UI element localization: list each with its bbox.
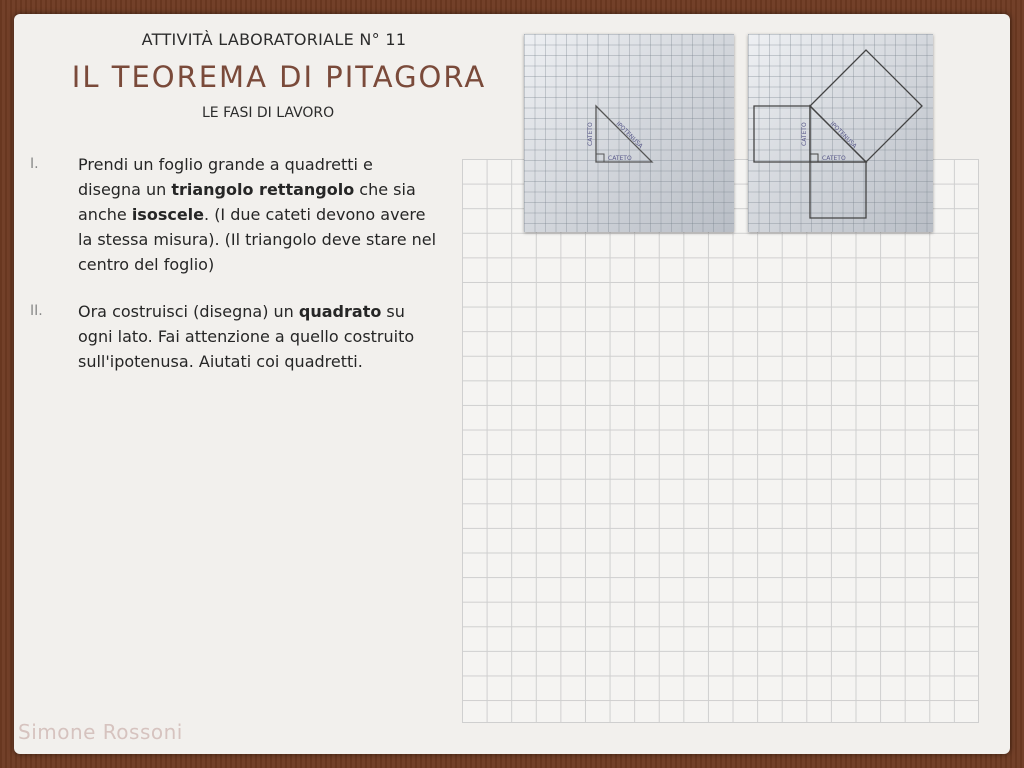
step-2 [28, 299, 438, 374]
steps-list [28, 152, 438, 396]
grid-paper-background [462, 159, 979, 723]
step-text-bold: isoscele [131, 205, 205, 224]
step-text-bold: triangolo rettangolo [171, 180, 355, 199]
slide-subtitle: LE FASI DI LAVORO [202, 105, 335, 121]
step-text [78, 152, 438, 277]
label-ipotenusa: IPOTENUSA [828, 120, 858, 150]
step-text-span: Ora costruisci (disegna) un [78, 302, 299, 321]
label-cateto-left: CATETO [587, 122, 594, 146]
triangle-drawing [524, 34, 734, 232]
label-cateto-bottom: CATETO [608, 155, 632, 162]
step-1 [28, 152, 438, 277]
squares-drawing [748, 34, 933, 232]
photo-triangle [524, 34, 734, 232]
step-number: I. [30, 156, 39, 172]
slide-kicker: ATTIVITÀ LABORATORIALE N° 11 [141, 30, 407, 49]
photo-squares [748, 34, 933, 232]
footer-author: Simone Rossoni [18, 720, 183, 744]
step-text-span: . (I due cateti devono avere la stessa misura). (Il triangolo deve stare nel centro del foglio) [78, 205, 437, 274]
step-text-span: su ogni lato. Fai attenzione a quello costruito sull'ipotenusa. Aiutati coi quadretti. [78, 302, 415, 371]
step-text-span: Prendi un foglio grande a quadretti e disegna un [78, 155, 373, 199]
slide [14, 14, 1010, 754]
label-cateto-bottom: CATETO [822, 155, 846, 162]
label-ipotenusa: IPOTENUSA [614, 120, 644, 150]
step-text [78, 299, 438, 374]
step-text-bold: quadrato [298, 302, 382, 321]
step-number: II. [30, 303, 43, 319]
label-cateto-left: CATETO [801, 122, 808, 146]
step-text-span: che sia anche [78, 180, 416, 224]
slide-title: IL TEOREMA DI PITAGORA [71, 60, 487, 94]
